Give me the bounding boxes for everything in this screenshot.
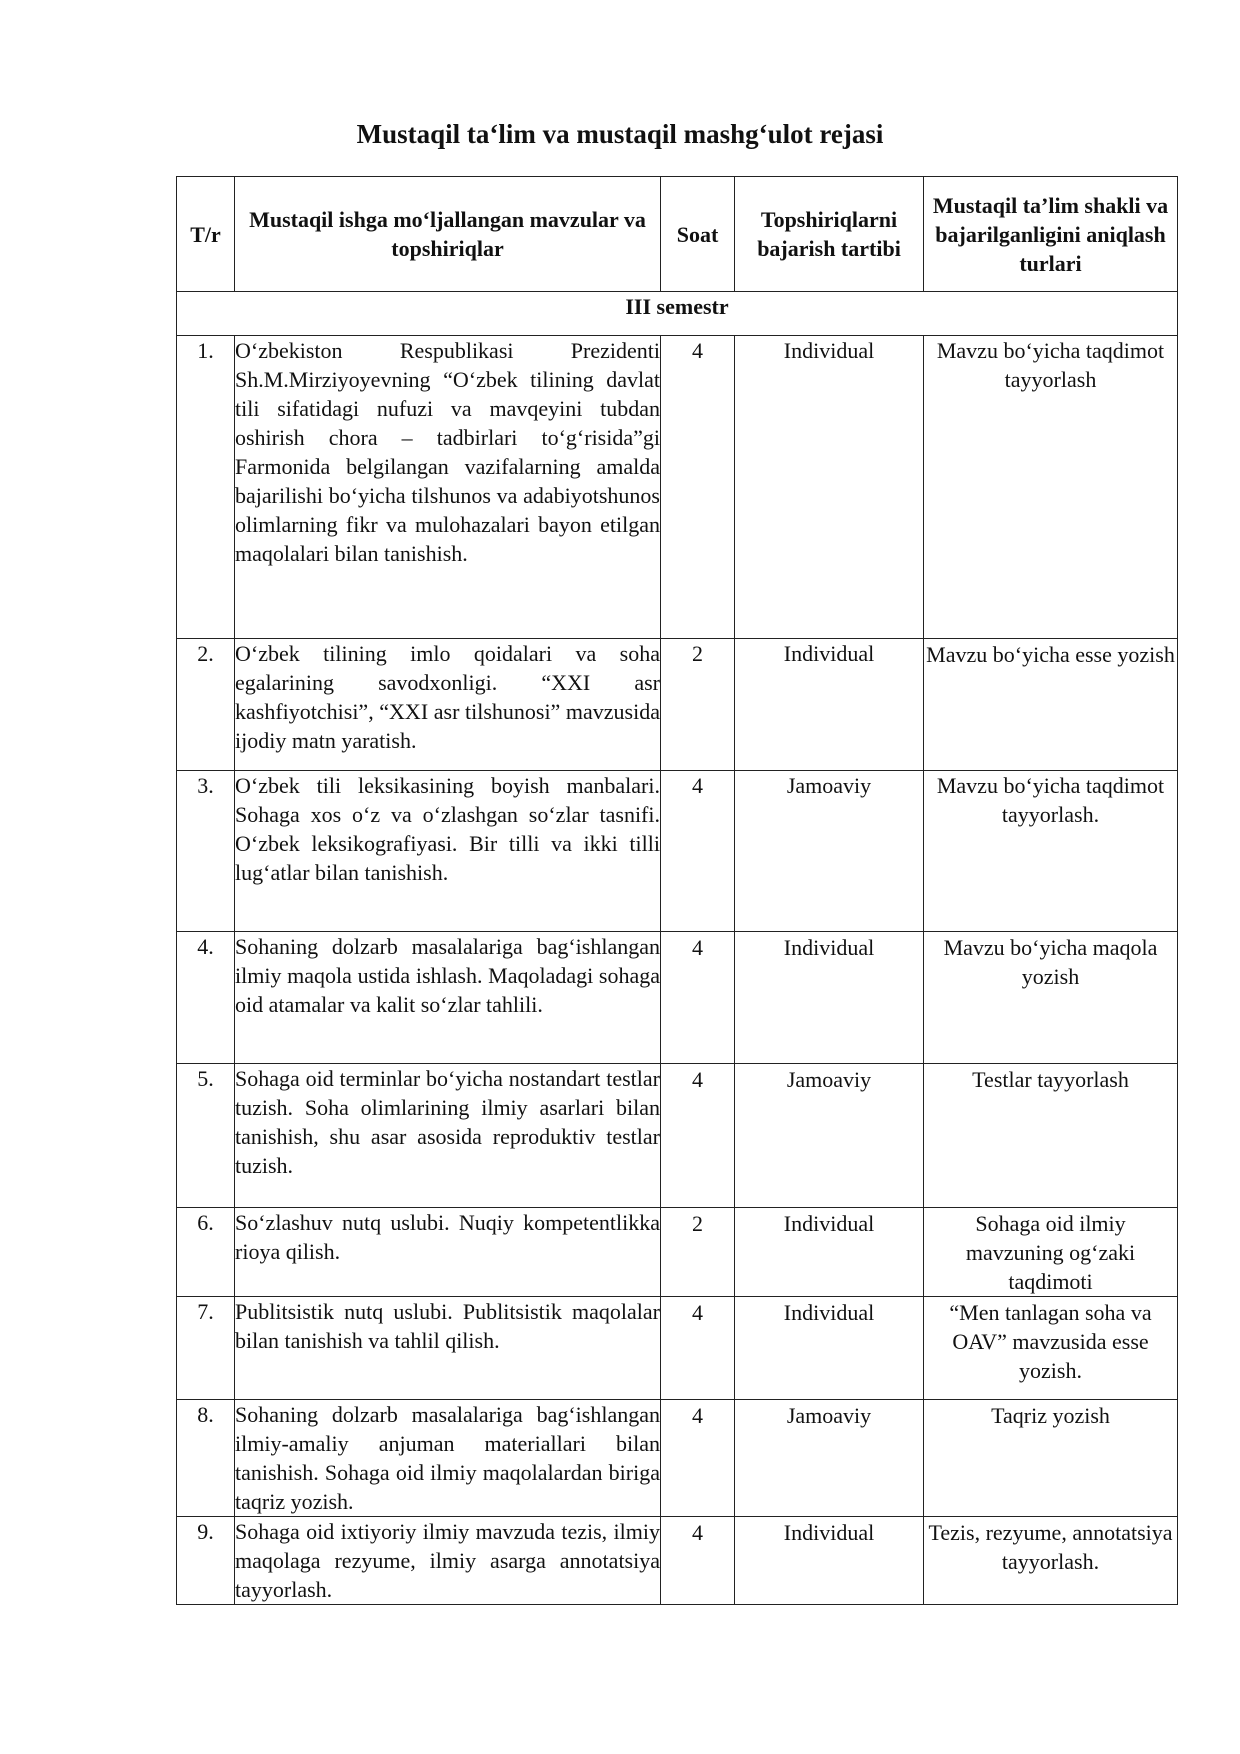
- row-soat: 4: [661, 1517, 735, 1605]
- table-row: [177, 1297, 1178, 1400]
- row-soat: 4: [661, 336, 735, 639]
- row-num: 6.: [177, 1208, 235, 1297]
- row-num: 7.: [177, 1297, 235, 1400]
- row-num: 4.: [177, 932, 235, 1064]
- row-topic: Publitsistik nutq uslubi. Publitsistik maqolalar bilan tanishish va tahlil qilish.: [235, 1297, 661, 1400]
- row-form: Mavzu bo‘yicha maqola yozish: [924, 932, 1178, 1064]
- table-row: [177, 932, 1178, 1064]
- row-form: Mavzu bo‘yicha esse yozish: [924, 639, 1178, 771]
- row-order: Individual: [735, 932, 924, 1064]
- row-order: Jamoaviy: [735, 1064, 924, 1208]
- semester-row: [177, 292, 1178, 336]
- row-topic: O‘zbekiston Respublikasi Prezidenti Sh.M.Mirziyoyevning “O‘zbek tilining davlat tili sifatidagi nufuzi va mavqeyini tubdan oshirish chora – tadbirlari to‘g‘risida”gi Farmonida belgilangan vazifalarning amalda bajarilishi bo‘yicha tilshunos va adabiyotshunos olimlarning fikr va mulohazalari bayon etilgan maqolalari bilan tanishish.: [235, 336, 661, 639]
- row-soat: 4: [661, 1297, 735, 1400]
- header-tasks: Mustaqil ishga mo‘ljallangan mavzular va topshiriqlar: [235, 177, 661, 292]
- row-soat: 2: [661, 1208, 735, 1297]
- row-topic: Sohaga oid ixtiyoriy ilmiy mavzuda tezis, ilmiy maqolaga rezyume, ilmiy asarga annotatsiya tayyorlash.: [235, 1517, 661, 1605]
- row-order: Individual: [735, 1517, 924, 1605]
- row-soat: 4: [661, 932, 735, 1064]
- table-row: [177, 1400, 1178, 1517]
- row-topic: Sohaning dolzarb masalalariga bag‘ishlangan ilmiy-amaliy anjuman materiallari bilan tanishish. Sohaga oid ilmiy maqolalardan biriga taqriz yozish.: [235, 1400, 661, 1517]
- row-num: 9.: [177, 1517, 235, 1605]
- row-order: Individual: [735, 1208, 924, 1297]
- row-form: Sohaga oid ilmiy mavzuning og‘zaki taqdimoti: [924, 1208, 1178, 1297]
- row-order: Jamoaviy: [735, 771, 924, 932]
- row-form: Mavzu bo‘yicha taqdimot tayyorlash.: [924, 771, 1178, 932]
- table-row: [177, 1064, 1178, 1208]
- table-row: [177, 1208, 1178, 1297]
- row-num: 3.: [177, 771, 235, 932]
- row-form: “Men tanlagan soha va OAV” mavzusida esse yozish.: [924, 1297, 1178, 1400]
- row-soat: 4: [661, 1400, 735, 1517]
- row-order: Jamoaviy: [735, 1400, 924, 1517]
- row-order: Individual: [735, 336, 924, 639]
- row-topic: Sohaning dolzarb masalalariga bag‘ishlangan ilmiy maqola ustida ishlash. Maqoladagi sohaga oid atamalar va kalit so‘zlar tahlili.: [235, 932, 661, 1064]
- semester-label: III semestr: [177, 292, 1178, 336]
- row-form: Mavzu bo‘yicha taqdimot tayyorlash: [924, 336, 1178, 639]
- header-row: [177, 177, 1178, 292]
- header-num: T/r: [177, 177, 235, 292]
- row-order: Individual: [735, 1297, 924, 1400]
- row-topic: So‘zlashuv nutq uslubi. Nuqiy kompetentlikka rioya qilish.: [235, 1208, 661, 1297]
- row-num: 5.: [177, 1064, 235, 1208]
- row-topic: O‘zbek tili leksikasining boyish manbalari. Sohaga xos o‘z va o‘zlashgan so‘zlar tasnifi. O‘zbek leksikografiyasi. Bir tilli va ikki tilli lug‘atlar bilan tanishish.: [235, 771, 661, 932]
- row-num: 2.: [177, 639, 235, 771]
- row-form: Tezis, rezyume, annotatsiya tayyorlash.: [924, 1517, 1178, 1605]
- header-order: Topshiriqlarni bajarish tartibi: [735, 177, 924, 292]
- header-soat: Soat: [661, 177, 735, 292]
- header-form: Mustaqil ta’lim shakli va bajarilganligini aniqlash turlari: [924, 177, 1178, 292]
- table-row: [177, 639, 1178, 771]
- row-topic: O‘zbek tilining imlo qoidalari va soha egalarining savodxonligi. “XXI asr kashfiyotchisi”, “XXI asr tilshunosi” mavzusida ijodiy matn yaratish.: [235, 639, 661, 771]
- row-num: 1.: [177, 336, 235, 639]
- table-row: [177, 771, 1178, 932]
- row-soat: 4: [661, 771, 735, 932]
- row-soat: 2: [661, 639, 735, 771]
- row-order: Individual: [735, 639, 924, 771]
- row-num: 8.: [177, 1400, 235, 1517]
- page-title: Mustaqil ta‘lim va mustaqil mashg‘ulot rejasi: [356, 119, 884, 149]
- row-form: Testlar tayyorlash: [924, 1064, 1178, 1208]
- table-row: [177, 336, 1178, 639]
- row-topic: Sohaga oid terminlar bo‘yicha nostandart testlar tuzish. Soha olimlarining ilmiy asarlari bilan tanishish, shu asar asosida reproduktiv testlar tuzish.: [235, 1064, 661, 1208]
- table-row: [177, 1517, 1178, 1605]
- plan-table: [176, 176, 1178, 1605]
- row-form: Taqriz yozish: [924, 1400, 1178, 1517]
- row-soat: 4: [661, 1064, 735, 1208]
